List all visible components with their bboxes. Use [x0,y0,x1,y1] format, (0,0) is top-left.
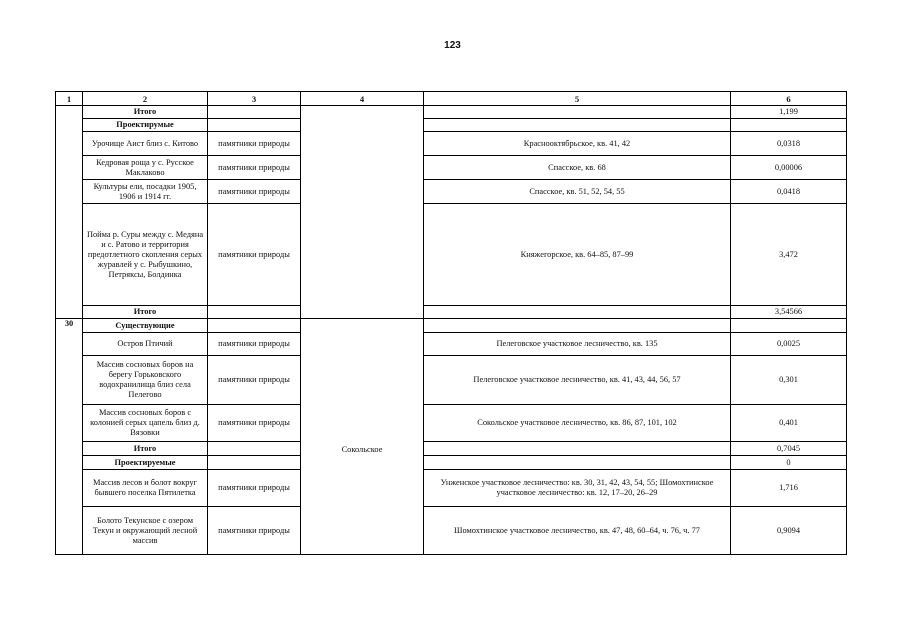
object-name-cell: Болото Текунское с озером Текун и окружающий лесной массив [83,507,208,555]
object-name-cell: Пойма р. Суры между с. Медяна и с. Ратово и территория предотлетного скопления серых журавлей у с. Рыбушкино, Петряксы, Болдинка [83,204,208,306]
area-cell: 0,7045 [731,442,847,456]
location-cell: Пелеговское участковое лесничество, кв. 135 [424,333,731,356]
location-cell [424,456,731,470]
object-name-cell: Итого [83,106,208,119]
table-row [56,333,847,356]
object-name-cell: Урочище Аист близ с. Китово [83,132,208,156]
table-header-row [56,92,847,106]
column-header: 2 [83,92,208,106]
object-name-cell: Кедровая роща у с. Русское Маклаково [83,156,208,180]
column-header: 3 [208,92,301,106]
category-cell: памятники природы [208,156,301,180]
forestry-cell: Сокольское [301,319,424,555]
object-name-cell: Массив лесов и болот вокруг бывшего поселка Пятилетка [83,470,208,507]
column-header: 4 [301,92,424,106]
table-row [56,405,847,442]
location-cell: Пелеговское участковое лесничество, кв. 41, 43, 44, 56, 57 [424,356,731,405]
category-cell: памятники природы [208,333,301,356]
area-cell [731,119,847,132]
location-cell [424,106,731,119]
category-cell [208,319,301,333]
table-row [56,470,847,507]
category-cell: памятники природы [208,204,301,306]
category-cell [208,119,301,132]
area-cell: 0,0025 [731,333,847,356]
area-cell: 0,401 [731,405,847,442]
area-cell: 0,9094 [731,507,847,555]
table-row [56,456,847,470]
area-cell: 0,0418 [731,180,847,204]
object-name-cell: Массив сосновых боров с колонией серых цапель близ д. Вязовки [83,405,208,442]
location-cell: Княжегорское, кв. 64–85, 87–99 [424,204,731,306]
location-cell [424,119,731,132]
object-name-cell: Итого [83,442,208,456]
category-cell: памятники природы [208,507,301,555]
column-header: 5 [424,92,731,106]
object-name-cell: Итого [83,306,208,319]
column-header: 1 [56,92,83,106]
location-cell [424,319,731,333]
area-cell: 3,472 [731,204,847,306]
table-row [56,156,847,180]
object-name-cell: Культуры ели, посадки 1905, 1906 и 1914 гг. [83,180,208,204]
category-cell: памятники природы [208,356,301,405]
area-cell: 0 [731,456,847,470]
category-cell: памятники природы [208,180,301,204]
location-cell: Спасское, кв. 51, 52, 54, 55 [424,180,731,204]
object-name-cell: Существующие [83,319,208,333]
location-cell: Спасское, кв. 68 [424,156,731,180]
table-row [56,319,847,333]
row-number-cell: 30 [56,319,83,555]
table-row [56,356,847,405]
object-name-cell: Массив сосновых боров на берегу Горьковского водохранилища близ села Пелегово [83,356,208,405]
object-name-cell: Проектирумые [83,119,208,132]
table-row [56,442,847,456]
location-cell: Шомохтинское участковое лесничество, кв. 47, 48, 60–64, ч. 76, ч. 77 [424,507,731,555]
location-cell: Сокольское участковое лесничество, кв. 86, 87, 101, 102 [424,405,731,442]
area-cell: 1,199 [731,106,847,119]
category-cell: памятники природы [208,470,301,507]
category-cell: памятники природы [208,405,301,442]
table-row [56,106,847,119]
protected-areas-table [55,91,847,555]
table-row [56,180,847,204]
area-cell: 1,716 [731,470,847,507]
table-row [56,507,847,555]
page-number: 123 [444,40,461,51]
object-name-cell: Проектируемые [83,456,208,470]
row-number-cell [56,106,83,319]
area-cell: 0,00006 [731,156,847,180]
location-cell [424,306,731,319]
table-row [56,132,847,156]
category-cell [208,106,301,119]
category-cell [208,456,301,470]
category-cell: памятники природы [208,132,301,156]
table-row [56,306,847,319]
category-cell [208,306,301,319]
location-cell: Краснооктябрьское, кв. 41, 42 [424,132,731,156]
table-body [56,106,847,555]
area-cell: 0,0318 [731,132,847,156]
column-header: 6 [731,92,847,106]
table-row [56,119,847,132]
location-cell [424,442,731,456]
area-cell: 3,54566 [731,306,847,319]
location-cell: Унженское участковое лесничество: кв. 30, 31, 42, 43, 54, 55; Шомохтинское участковое лесничество: кв. 12, 17–20, 26–29 [424,470,731,507]
object-name-cell: Остров Птичий [83,333,208,356]
area-cell [731,319,847,333]
category-cell [208,442,301,456]
area-cell: 0,301 [731,356,847,405]
forestry-cell [301,106,424,319]
table-row [56,204,847,306]
